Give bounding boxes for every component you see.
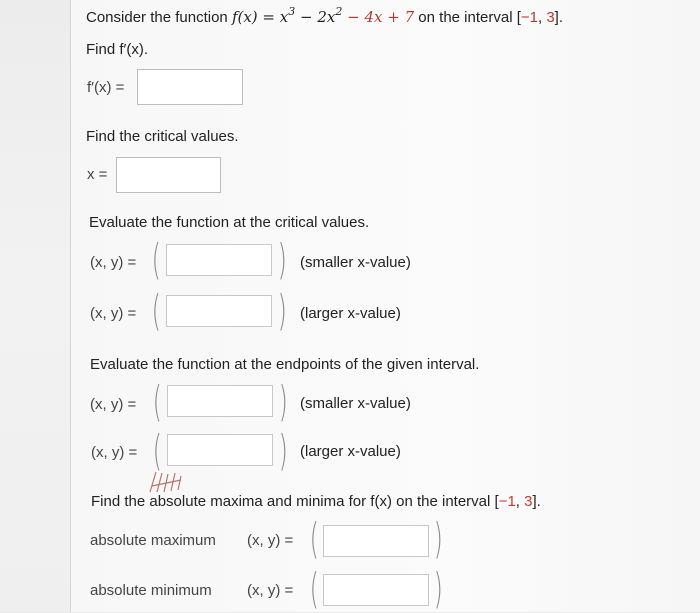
- open-paren-icon: (: [151, 286, 161, 335]
- critical-label: x =: [87, 166, 108, 183]
- critical-value-input[interactable]: [116, 157, 221, 193]
- function-expression: $f(x) = x^3 - 2x^2 - 4x + 7$: [231, 5, 415, 26]
- absolute-minimum-input[interactable]: [323, 574, 429, 606]
- absolute-maximum-input[interactable]: [323, 525, 429, 557]
- pencil-scribble-icon: [147, 468, 187, 496]
- endpoint-1-note: (smaller x-value): [300, 395, 411, 412]
- derivative-input[interactable]: [137, 69, 243, 105]
- critical-point-2-note: (larger x-value): [300, 305, 401, 322]
- critical-point-1-label: (x, y) =: [90, 254, 137, 271]
- endpoint-1-label: (x, y) =: [90, 396, 137, 413]
- critical-point-1-note: (smaller x-value): [300, 254, 411, 271]
- close-paren-icon: ): [278, 426, 288, 475]
- interval-right: 3: [546, 9, 555, 26]
- derivative-prompt: Find f′(x).: [86, 41, 148, 58]
- absolute-minimum-label: (x, y) =: [247, 582, 294, 599]
- problem-intro: Consider the function: [86, 9, 228, 26]
- endpoint-1-input[interactable]: [167, 385, 273, 417]
- close-paren-icon: ): [277, 286, 287, 335]
- derivative-label: f′(x) =: [87, 79, 125, 96]
- endpoint-2-input[interactable]: [167, 434, 273, 466]
- open-paren-icon: (: [152, 426, 162, 475]
- absolute-maximum-name: absolute maximum: [90, 532, 216, 549]
- endpoint-2-label: (x, y) =: [91, 444, 138, 461]
- open-paren-icon: (: [309, 564, 319, 613]
- interval-prefix: on the interval [: [418, 9, 521, 26]
- critical-prompt: Find the critical values.: [86, 128, 239, 145]
- evaluate-endpoints-prompt: Evaluate the function at the endpoints of the given interval.: [90, 356, 480, 373]
- extrema-prompt: Find the absolute maxima and minima for f(x) on the interval [−1, 3].: [91, 493, 541, 510]
- open-paren-icon: (: [152, 377, 162, 426]
- absolute-minimum-name: absolute minimum: [90, 582, 212, 599]
- evaluate-critical-prompt: Evaluate the function at the critical values.: [89, 214, 370, 231]
- open-paren-icon: (: [151, 235, 161, 284]
- interval-left: −1: [520, 9, 538, 26]
- critical-point-2-label: (x, y) =: [90, 305, 137, 322]
- close-paren-icon: ): [433, 564, 443, 613]
- critical-point-2-input[interactable]: [166, 295, 272, 327]
- open-paren-icon: (: [309, 514, 319, 563]
- close-paren-icon: ): [277, 235, 287, 284]
- close-paren-icon: ): [433, 514, 443, 563]
- problem-statement: Consider the function $f(x) = x^3 - 2x^2 - 4x + 7$ on the interval [−1, 3].: [86, 5, 563, 26]
- endpoint-2-note: (larger x-value): [300, 443, 401, 460]
- absolute-maximum-label: (x, y) =: [247, 532, 294, 549]
- critical-point-1-input[interactable]: [166, 244, 272, 276]
- close-paren-icon: ): [278, 377, 288, 426]
